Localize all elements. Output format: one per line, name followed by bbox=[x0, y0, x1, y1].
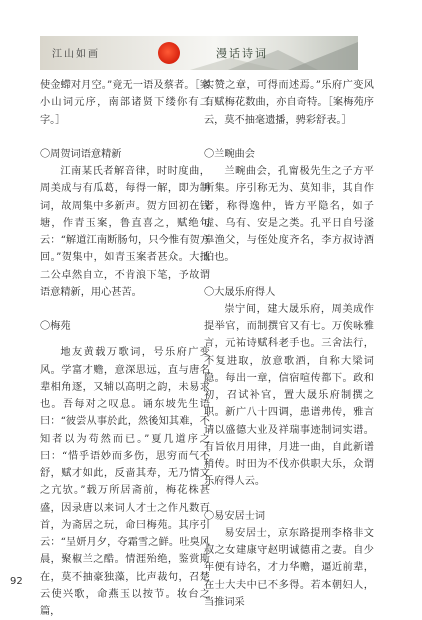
section-heading: 〇周贺词语意精新 bbox=[40, 148, 122, 160]
section-heading: 〇易安居士词 bbox=[204, 510, 266, 522]
column-title: 江山如画 bbox=[52, 49, 100, 60]
section-heading: 〇大晟乐府得人 bbox=[204, 286, 276, 298]
paragraph: 江南某氏者解音律，时时度曲，周美成与有瓜葛，每得一解，即为制词，故周集中多新声。贺方回初在钱塘，作青玉案，鲁直喜之，赋绝句云：“解道江南断肠句，只今惟有贺方回。”贺集中，如青玉案者甚众。大抵二公卓然自立，不肯浪下笔，予故谓语意精新，用心甚苦。 bbox=[40, 166, 210, 298]
paragraph: 兰畹曲会，孔甯极先生之子方平所集。序引称无为、莫知非，其自作者，称得逸仲，皆方平隐名，如子虚、乌有、安是之类。孔平日自号滏皋渔父，与侄处度齐名，李方叔诗酒伯也。 bbox=[204, 166, 374, 264]
red-sun-icon bbox=[158, 42, 180, 64]
section-title: 漫话诗词 bbox=[216, 47, 268, 60]
left-column bbox=[40, 77, 210, 620]
section-heading: 〇梅苑 bbox=[40, 321, 71, 332]
section-heading: 〇兰畹曲会 bbox=[204, 148, 255, 160]
paragraph: 崇宁间，建大晟乐府，周美成作提举官，而制撰官又有七。万俟咏雅言，元祐诗赋科老手也。三舍法行，不复进取，放意歌酒，自称大梁词隐。每出一章，信宿喧传都下。政和初，召试补官，置大晟乐府制撰之职。新广八十四调，患谱弗传，雅言请以盛德大业及祥瑞事迹制词实谱。有旨依月用律，月进一曲，自此新谱稍传。时田为不伐亦供职大乐，众谓乐府得人云。 bbox=[204, 303, 374, 488]
paragraph: 易安居士，京东路提刑李格非文叔之女建康守赵明诚德甫之妻。自少年便有诗名，才力华赡，逼近前辈，在士大夫中已不多得。若本朝妇人，当推词采 bbox=[204, 527, 374, 608]
page-number: 92 bbox=[10, 576, 23, 587]
paragraph: 实赞之章，可得而述焉。”乐府广变风有赋梅花数曲，亦自奇特。［案梅苑序云，莫不抽毫遗播，骋彩舒表。］ bbox=[204, 80, 374, 126]
mountain-decoration bbox=[288, 42, 358, 70]
right-column bbox=[204, 77, 374, 611]
header-banner bbox=[40, 36, 358, 70]
paragraph: 地友黄载万歌词，号乐府广变风。学富才赡，意深思远，直与唐名辈相角逐，又辅以高明之韵，未易求也。吾每对之叹息。诵东坡先生语曰：“彼尝从事於此，然後知其难，不知者以为苟然而已。”夏几道序之曰：“惜乎语妙而多伤，思穷而气不舒，赋才如此，反啬其寿，无乃情文之亢欤。”载万所居斋前，梅花株甚盛，因录唐以来词人才士之作凡数百首，为斋居之玩，命曰梅苑。其序引云：“呈妍月夕，夺霜雪之鲜。吐臭风晨，聚椒兰之酷。情涯殆绝，鉴赏斯在，莫不抽豪独藻，比声裁句，召楚云使兴歌，命燕玉以按节。妆台之篇， bbox=[40, 347, 210, 617]
paragraph: 使金螮对月空。”竟无一语及蔡者。［案小山词元序，南部诸贤下缕你有二字。］ bbox=[40, 80, 210, 126]
